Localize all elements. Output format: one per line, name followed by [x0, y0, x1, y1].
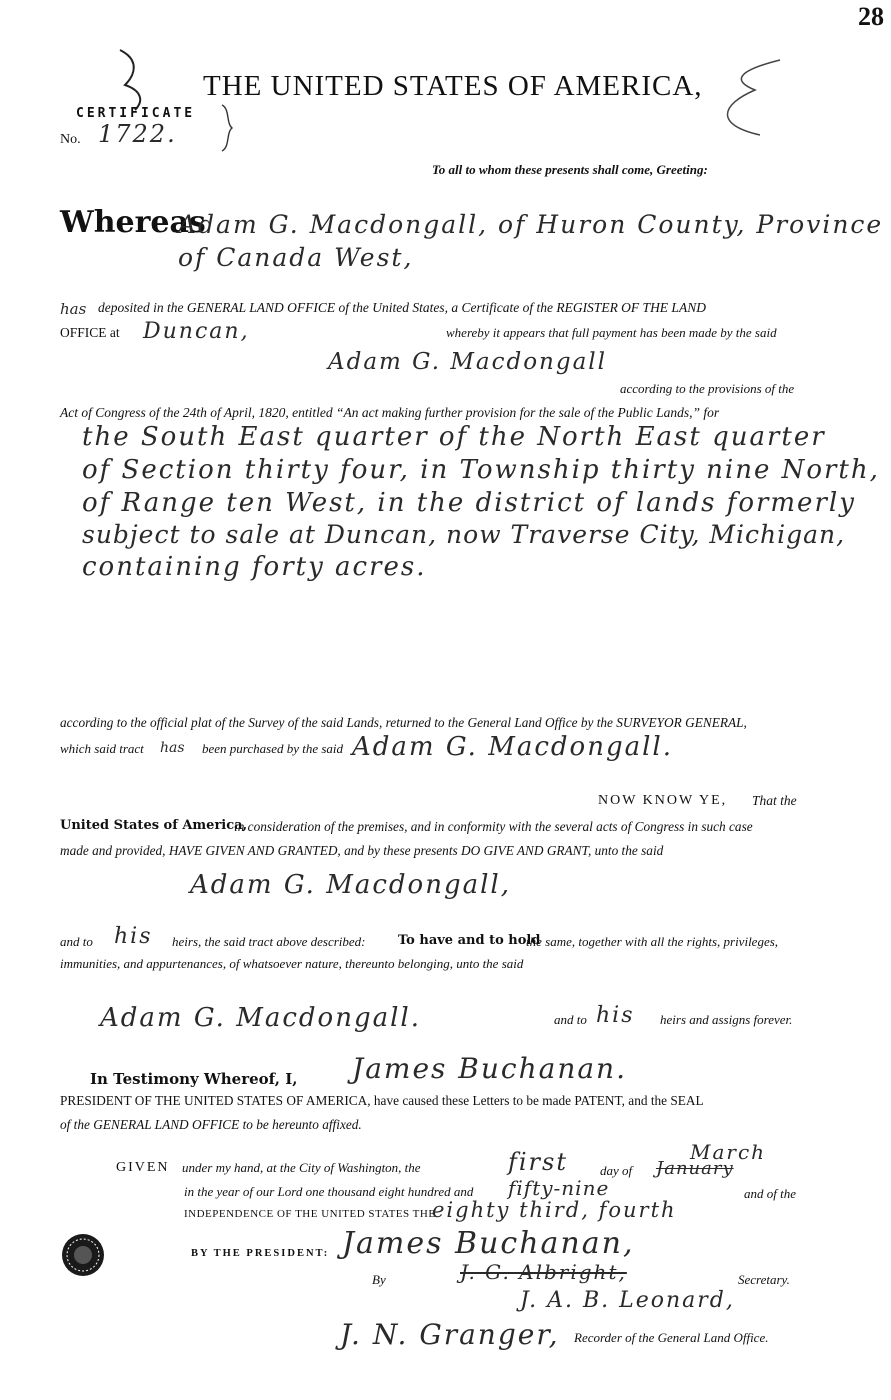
his-1: his	[114, 924, 153, 949]
whereas-line1: Adam G. Macdongall, of Huron County, Province	[178, 210, 884, 239]
immunities-line: immunities, and appurtenances, of whatsoever nature, thereunto belonging, unto the said	[60, 956, 524, 971]
page-number: 28	[858, 2, 884, 31]
whereby-text: whereby it appears that full payment has been made by the said	[446, 325, 777, 340]
secretary-label: Secretary.	[738, 1272, 790, 1287]
his-2: his	[596, 1003, 635, 1028]
grant-line1: in consideration of the premises, and in conformity with the several acts of Congress in such case	[234, 819, 753, 834]
by-the-president-label: BY THE PRESIDENT:	[191, 1248, 330, 1259]
office-at-label: OFFICE at	[60, 325, 120, 340]
and-to-2: and to	[554, 1012, 587, 1027]
usa-gothic: United States of America,	[60, 818, 248, 833]
certificate-label: CERTIFICATE	[76, 106, 196, 121]
grant-line2: made and provided, HAVE GIVEN AND GRANTED, and by these presents DO GIVE AND GRANT, unto the said	[60, 843, 664, 858]
survey-has: has	[160, 740, 185, 756]
and-to-1: and to	[60, 934, 93, 949]
heirs-assigns: heirs and assigns forever.	[660, 1012, 793, 1027]
pen-flourish-left	[110, 45, 160, 115]
that-the: That the	[752, 793, 797, 808]
act-line: Act of Congress of the 24th of April, 1820, entitled “An act making further provision for the sale of the Public Lands,” for	[60, 405, 720, 420]
and-of-the: and of the	[744, 1186, 796, 1201]
given-line2: in the year of our Lord one thousand eight hundred and	[184, 1184, 474, 1199]
land-line-3: of Range ten West, in the district of lands formerly	[82, 488, 856, 518]
testimony-line1: PRESIDENT OF THE UNITED STATES OF AMERICA, have caused these Letters to be made PATENT, and the SEAL	[60, 1093, 704, 1108]
testimony-label: In Testimony Whereof, I,	[90, 1070, 298, 1088]
president-signature: James Buchanan,	[342, 1226, 635, 1261]
by-label: By	[372, 1272, 386, 1287]
has-word: has	[60, 300, 87, 318]
whereas-word: Whereas	[60, 205, 206, 240]
given-line3: INDEPENDENCE OF THE UNITED STATES THE	[184, 1208, 436, 1220]
day-of-label: day of	[600, 1163, 633, 1178]
testimony-line2: of the GENERAL LAND OFFICE to be hereunto affixed.	[60, 1117, 362, 1132]
month-struck: January	[656, 1158, 734, 1179]
recorder-label: Recorder of the General Land Office.	[574, 1330, 769, 1345]
now-know-ye: NOW KNOW YE,	[598, 793, 728, 808]
grantee-name-1: Adam G. Macdongall,	[190, 870, 511, 900]
certificate-brace	[218, 103, 238, 153]
independence-value: eighty third, fourth	[432, 1198, 677, 1222]
purchaser-name-1: Adam G. Macdongall	[328, 349, 608, 375]
land-office-seal	[60, 1232, 106, 1278]
land-line-2: of Section thirty four, in Township thirty nine North,	[82, 455, 880, 485]
president-name: James Buchanan.	[352, 1052, 627, 1085]
month-value: March	[690, 1140, 767, 1164]
heirs-text: heirs, the said tract above described:	[172, 934, 366, 949]
year-value: fifty-nine	[508, 1176, 610, 1200]
greeting: To all to whom these presents shall come, Greeting:	[432, 162, 708, 177]
pen-flourish-right	[700, 55, 790, 145]
grantee-name-2: Adam G. Macdongall.	[100, 1003, 421, 1033]
land-line-1: the South East quarter of the North East quarter	[82, 422, 826, 452]
given-line1: under my hand, at the City of Washington, the	[182, 1160, 421, 1175]
purchaser-name-2: Adam G. Macdongall.	[352, 732, 673, 762]
secretary-struck-signature: J. G. Albright,	[460, 1260, 627, 1284]
whereas-line2: of Canada West,	[178, 243, 414, 272]
office-location: Duncan,	[143, 319, 250, 344]
recorder-signature: J. N. Granger,	[340, 1318, 560, 1351]
survey-line1: according to the official plat of the Survey of the said Lands, returned to the General Land Office by the SURVEYOR GENERAL,	[60, 715, 747, 730]
deposit-line1: deposited in the GENERAL LAND OFFICE of the United States, a Certificate of the REGISTER OF THE LAND	[98, 300, 706, 315]
survey-line2-prefix: which said tract	[60, 741, 144, 756]
survey-line2-mid: been purchased by the said	[202, 741, 344, 756]
secretary-signature: J. A. B. Leonard,	[520, 1288, 735, 1313]
day-value: first	[508, 1148, 568, 1176]
land-line-5: containing forty acres.	[82, 552, 427, 582]
according-text: according to the provisions of the	[620, 381, 795, 396]
document-title: THE UNITED STATES OF AMERICA,	[203, 70, 703, 102]
given-word: GIVEN	[116, 1160, 170, 1175]
certificate-number: 1722.	[98, 120, 177, 148]
heirs-rest: the same, together with all the rights, privileges,	[526, 934, 779, 949]
certificate-no-label: No.	[60, 132, 81, 147]
to-have-and-to-hold: To have and to hold	[398, 933, 541, 948]
land-line-4: subject to sale at Duncan, now Traverse City, Michigan,	[82, 520, 846, 549]
